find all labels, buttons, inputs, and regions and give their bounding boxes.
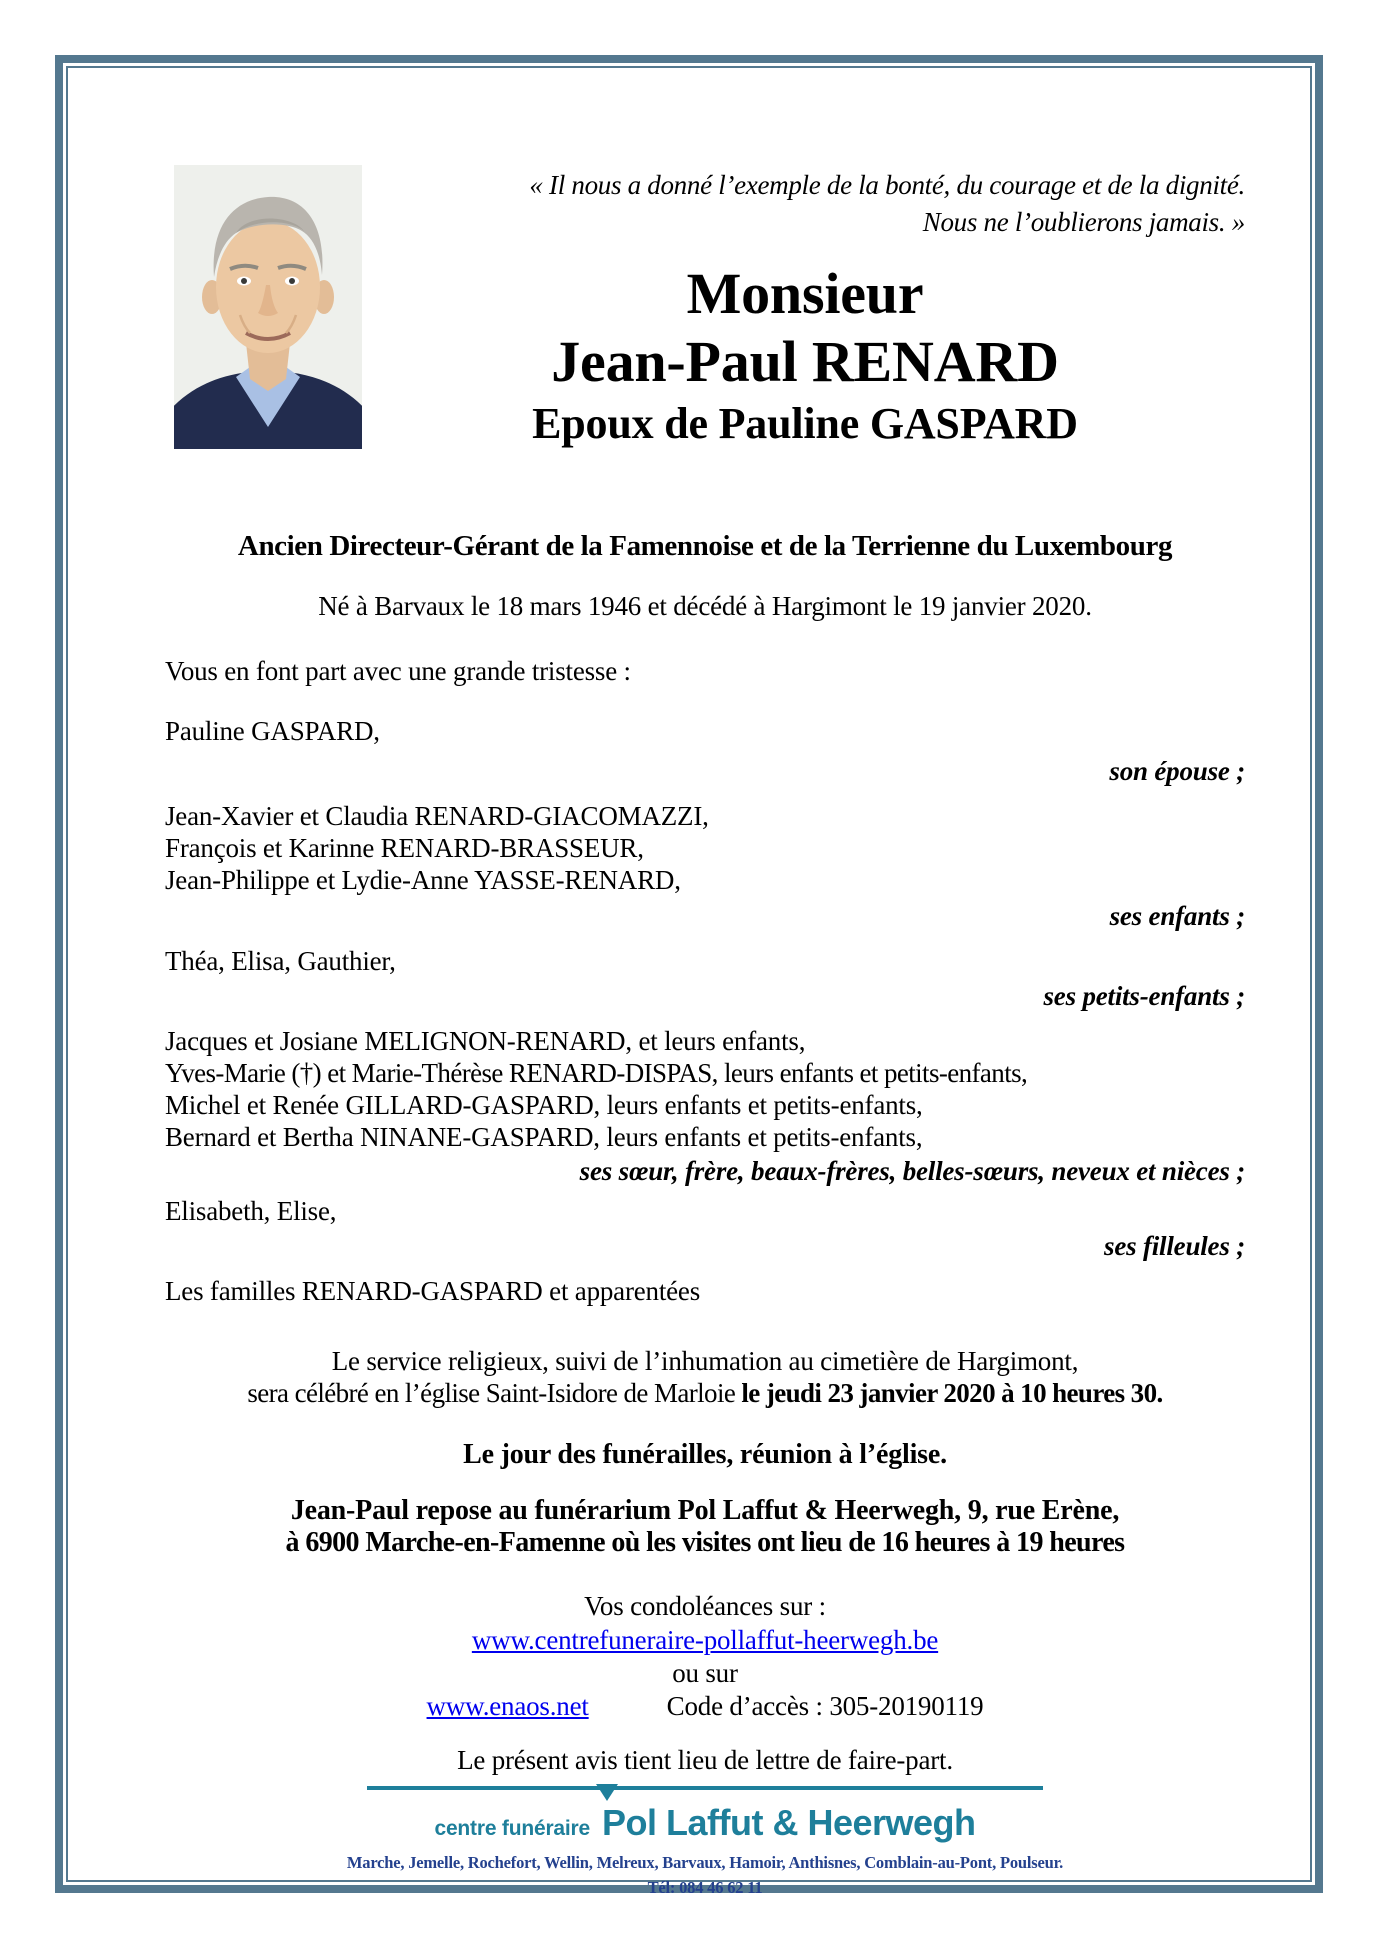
deceased-title-block [365,261,1245,451]
memorial-quote [445,167,1245,241]
brand-triangle-icon [596,1784,618,1801]
family-names: François et Karinne RENARD-BRASSEUR, [165,833,644,863]
repose-line-1: Jean-Paul repose au funérarium Pol Laffut & Heerwegh, 9, rue Erène, [290,1495,1120,1526]
relation-label: ses petits-enfants ; [1043,981,1245,1011]
family-names: Jean-Xavier et Claudia RENARD-GIACOMAZZI, [165,801,709,831]
branch-locations: Marche, Jemelle, Rochefort, Wellin, Melreux, Barvaux, Hamoir, Anthisnes, Comblain-au-Pont, Poulseur. [346,1853,1064,1872]
former-role-line: Ancien Directeur-Gérant de la Famennoise et de la Terrienne du Luxembourg [237,530,1173,562]
salutation: Monsieur [686,261,924,326]
portrait-photo [174,165,362,449]
announcement-content [165,165,1245,1900]
brand-row [165,1802,1245,1844]
brand-name-label: Pol Laffut & Heerwegh [602,1802,976,1844]
enaos-line [165,1688,1245,1724]
funeral-home-logo [165,1802,1245,1900]
footer-divider-line [367,1786,1043,1790]
family-group-siblings [165,1025,1245,1187]
enaos-link[interactable]: www.enaos.net [426,1691,589,1721]
spouse-of-line: Epoux de Pauline GASPARD [532,399,1078,448]
brand-prefix-label: centre funéraire [434,1817,590,1840]
family-names: Jean-Philippe et Lydie-Anne YASSE-RENARD, [165,865,681,895]
family-group-children [165,800,1245,932]
relation-label: ses enfants ; [1109,901,1245,931]
family-names: Yves-Marie (†) et Marie-Thérèse RENARD-DISPAS, leurs enfants et petits-enfants, [165,1058,1028,1088]
families-line: Les familles RENARD-GASPARD et apparentées [165,1276,701,1306]
service-paragraph [165,1345,1245,1409]
service-line-2 [165,1377,1245,1409]
header-section [165,165,1245,528]
family-group-grandchildren [165,945,1245,1012]
repose-paragraph [165,1495,1245,1559]
or-text: ou sur [672,1658,738,1688]
service-line-2-text: sera célébré en l’église Saint-Isidore de Marloie [247,1378,742,1408]
condolences-intro: Vos condoléances sur : [584,1591,826,1621]
family-names: Jacques et Josiane MELIGNON-RENARD, et leurs enfants, [165,1026,806,1056]
phone-number: Tél: 084 46 62 11 [647,1878,763,1897]
quote-line-2: Nous ne l’oublierons jamais. » [922,207,1245,237]
service-date-time: le jeudi 23 janvier 2020 à 10 heures 30. [741,1378,1163,1408]
repose-line-2: à 6900 Marche-en-Famenne où les visites ont lieu de 16 heures à 19 heures [285,1527,1125,1558]
relation-label: son épouse ; [1109,756,1245,786]
access-code: Code d’accès : 305-20190119 [666,1691,984,1721]
faire-part-notice: Le présent avis tient lieu de lettre de faire-part. [457,1745,953,1775]
funeral-home-condolences-link[interactable]: www.centrefuneraire-pollaffut-heerwegh.be [471,1625,939,1655]
family-names: Bernard et Bertha NINANE-GASPARD, leurs enfants et petits-enfants, [165,1122,923,1152]
condolences-link1-line [165,1622,1245,1658]
relation-label: ses sœur, frère, beaux-frères, belles-sœurs, neveux et nièces ; [579,1156,1245,1186]
service-line-1: Le service religieux, suivi de l’inhumation au cimetière de Hargimont, [331,1346,1079,1376]
family-group-goddaughters [165,1195,1245,1262]
meeting-line: Le jour des funérailles, réunion à l’église. [463,1439,947,1470]
family-names: Théa, Elisa, Gauthier, [165,946,396,976]
family-names: Pauline GASPARD, [165,716,380,746]
family-group-spouse [165,715,1245,787]
announcement-line: Vous en font part avec une grande tristesse : [165,656,631,686]
family-names: Elisabeth, Elise, [165,1196,337,1226]
quote-line-1: « Il nous a donné l’exemple de la bonté, du courage et de la dignité. [529,170,1245,200]
family-names: Michel et Renée GILLARD-GASPARD, leurs enfants et petits-enfants, [165,1090,923,1120]
relation-label: ses filleules ; [1104,1231,1245,1261]
deceased-name: Jean-Paul RENARD [551,329,1059,394]
birth-death-line: Né à Barvaux le 18 mars 1946 et décédé à Hargimont le 19 janvier 2020. [318,591,1092,621]
